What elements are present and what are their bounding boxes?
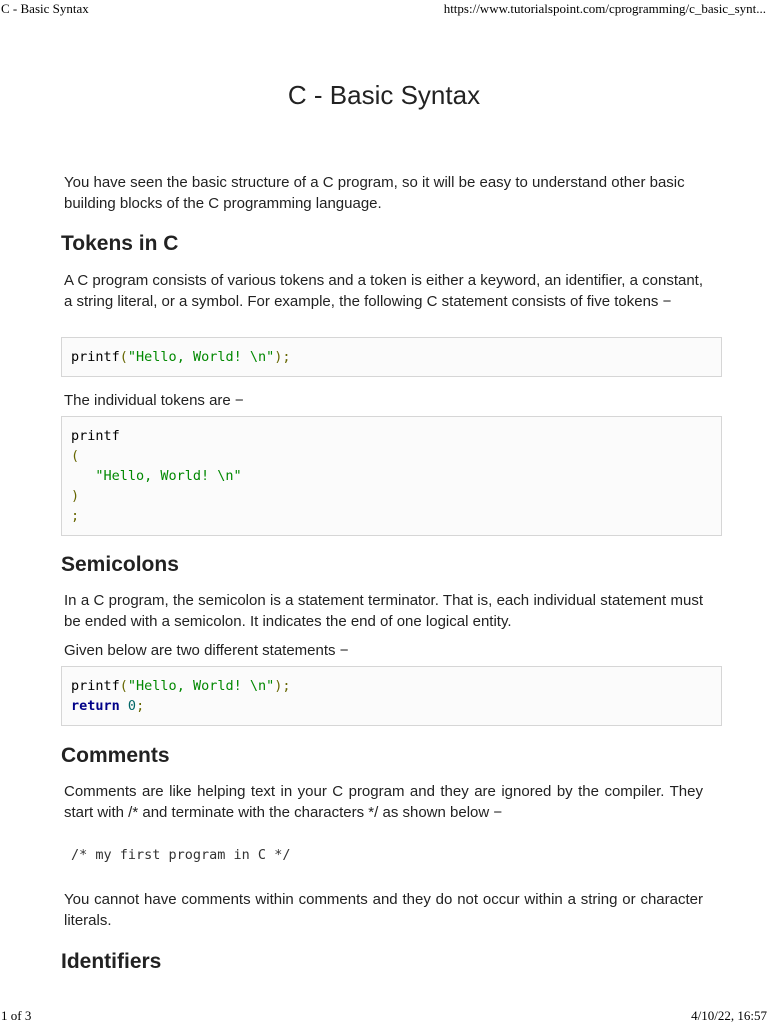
code-token: printf xyxy=(71,428,120,444)
intro-paragraph: You have seen the basic structure of a C program, so it will be easy to understand other basic building blocks of the C programming language. xyxy=(64,174,685,212)
code-token: 0 xyxy=(127,698,137,714)
semicolons-given-label: Given below are two different statements − xyxy=(64,642,349,659)
page-title: C - Basic Syntax xyxy=(287,80,481,110)
tokens-code-block xyxy=(61,337,722,377)
code-token: ; xyxy=(71,508,80,524)
tokens-individual-label: The individual tokens are − xyxy=(64,392,244,409)
identifiers-section xyxy=(61,950,722,974)
comments-example-wrap xyxy=(61,847,722,863)
code-token: "Hello, World! \n" xyxy=(127,678,275,694)
print-header xyxy=(0,1,768,17)
semicolons-heading: Semicolons xyxy=(61,553,179,576)
comments-paragraph-wrap xyxy=(61,781,722,823)
comments-paragraph2-wrap xyxy=(61,889,722,931)
code-token: ); xyxy=(274,349,291,365)
semicolons-given-label-wrap xyxy=(61,640,722,661)
comment-example: /* my first program in C */ xyxy=(71,847,291,863)
comments-paragraph: Comments are like helping text in your C program and they are ignored by the compiler. They start with /* and terminate with the characters */ as shown below − xyxy=(64,783,703,821)
code-token: "Hello, World! \n" xyxy=(95,468,242,484)
print-header-title: C - Basic Syntax xyxy=(1,1,89,16)
semicolons-code-block xyxy=(61,666,722,726)
tokens-paragraph: A C program consists of various tokens and a token is either a keyword, an identifier, a constant, a string literal, or a symbol. For example, the following C statement consists of five tokens − xyxy=(64,272,703,310)
semicolons-paragraph: In a C program, the semicolon is a statement terminator. That is, each individual statement must be ended with a semicolon. It indicates the end of one logical entity. xyxy=(64,592,703,630)
code-token: ( xyxy=(119,349,128,365)
comments-heading: Comments xyxy=(61,744,170,767)
code-token: ); xyxy=(274,678,291,694)
identifiers-heading: Identifiers xyxy=(61,950,162,973)
code-block xyxy=(61,337,722,377)
code-token: ( xyxy=(71,448,80,464)
code-token: ) xyxy=(71,488,80,504)
code-token: printf xyxy=(71,678,120,694)
code-token: ; xyxy=(136,698,145,714)
code-token: "Hello, World! \n" xyxy=(127,349,275,365)
tokens-list-code-block xyxy=(61,416,722,536)
print-footer xyxy=(0,1008,768,1024)
semicolons-section xyxy=(61,553,722,577)
comments-paragraph-2: You cannot have comments within comments and they do not occur within a string or character literals. xyxy=(64,891,703,929)
tokens-individual-label-wrap xyxy=(61,390,722,411)
code-token: return xyxy=(71,698,120,714)
tokens-heading: Tokens in C xyxy=(61,232,179,255)
comments-section xyxy=(61,744,722,768)
code-block xyxy=(61,416,722,536)
print-datetime: 4/10/22, 16:57 xyxy=(691,1008,767,1023)
print-header-url[interactable]: https://www.tutorialspoint.com/cprogramming/c_basic_synt... xyxy=(443,1,766,16)
code-token: ( xyxy=(119,678,128,694)
semicolons-paragraph-wrap xyxy=(61,590,722,632)
tokens-section xyxy=(61,232,722,256)
code-block xyxy=(61,666,722,726)
tokens-paragraph-wrap xyxy=(61,270,722,312)
code-token: printf xyxy=(71,349,120,365)
page-counter: 1 of 3 xyxy=(1,1008,32,1023)
intro-section xyxy=(61,172,722,214)
